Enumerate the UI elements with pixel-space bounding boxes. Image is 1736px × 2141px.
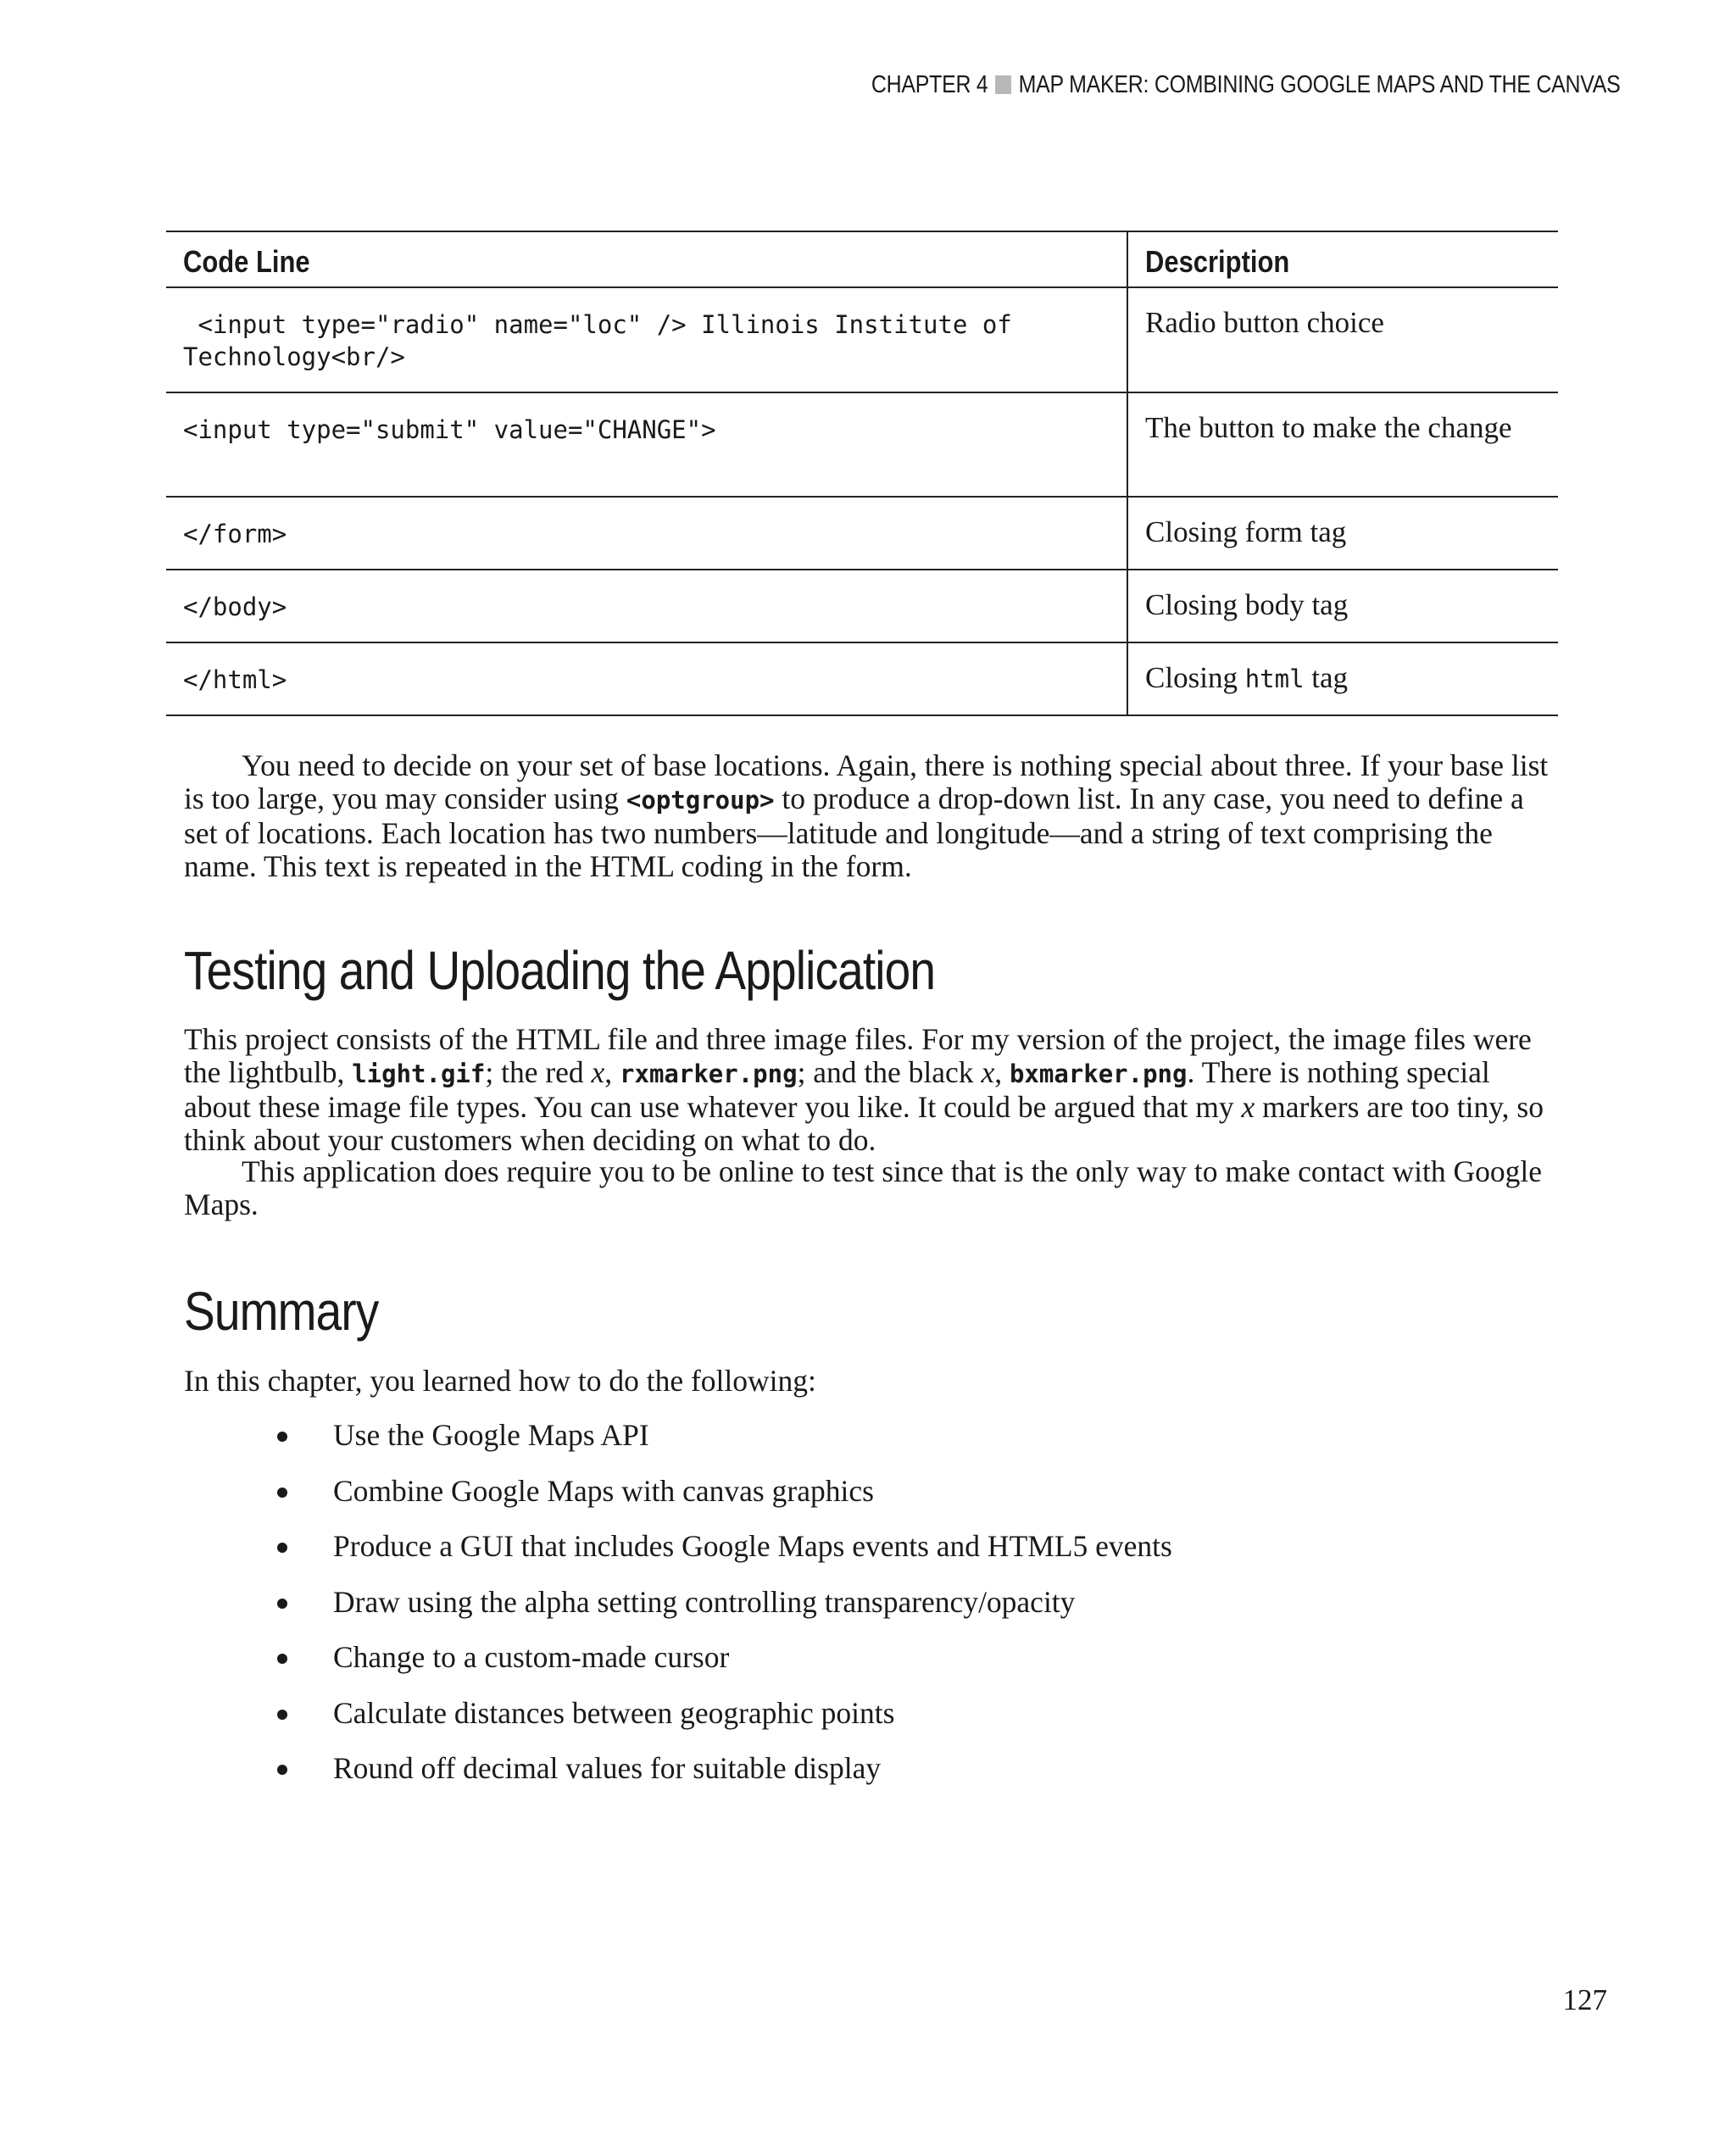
summary-list xyxy=(184,1419,1172,1808)
table-row xyxy=(166,642,1558,715)
description-cell: Closing body tag xyxy=(1127,570,1558,642)
section-heading-summary: Summary xyxy=(184,1281,379,1342)
code-line-header: Code Line xyxy=(166,231,1127,287)
list-item: Use the Google Maps API xyxy=(184,1419,1172,1475)
list-item: Round off decimal values for suitable display xyxy=(184,1752,1172,1808)
table-row xyxy=(166,497,1558,570)
table-row xyxy=(166,392,1558,497)
chapter-title: MAP MAKER: COMBINING GOOGLE MAPS AND THE CANVAS xyxy=(1019,71,1621,98)
code-cell: </form> xyxy=(166,497,1127,570)
online-requirement-paragraph: This application does require you to be online to test since that is the only way to make contact with Google Maps. xyxy=(184,1154,1543,1221)
description-cell: Closing html tag xyxy=(1127,642,1558,715)
list-item: Combine Google Maps with canvas graphics xyxy=(184,1475,1172,1531)
section-heading-testing: Testing and Uploading the Application xyxy=(184,940,936,1001)
base-locations-paragraph: You need to decide on your set of base locations. Again, there is nothing special about three. If your base list is too large, you may consider using <optgroup> to produce a drop-down list. In any case, you need to define a set of locations. Each location has two numbers—latitude and longitude—and a string of text comprising the name. This text is repeated in the HTML coding in the form. xyxy=(184,748,1549,883)
bullet-icon xyxy=(277,1765,287,1775)
square-separator-icon xyxy=(996,75,1012,94)
description-header: Description xyxy=(1127,231,1558,287)
description-cell: The button to make the change xyxy=(1127,392,1558,497)
summary-intro: In this chapter, you learned how to do the following: xyxy=(184,1364,816,1398)
running-head xyxy=(871,71,1621,99)
description-cell: Closing form tag xyxy=(1127,497,1558,570)
table-header-row xyxy=(166,231,1558,287)
testing-paragraph: This project consists of the HTML file and three image files. For my version of the project, the image files were the lightbulb, light.gif; the red x, rxmarker.png; and the black x, bxmarker.png. There is nothing special about these image file types. You can use whatever you like. It could be argued that my x markers are too tiny, so think about your customers when deciding on what to do. xyxy=(184,1022,1544,1157)
code-description-table xyxy=(166,231,1558,716)
table-row xyxy=(166,287,1558,392)
chapter-label: CHAPTER 4 xyxy=(871,71,988,98)
bullet-icon xyxy=(277,1432,287,1442)
list-item: Draw using the alpha setting controlling transparency/opacity xyxy=(184,1586,1172,1642)
code-cell: <input type="submit" value="CHANGE"> xyxy=(166,392,1127,497)
table-row xyxy=(166,570,1558,642)
page-number: 127 xyxy=(1562,1983,1607,2016)
code-cell: </html> xyxy=(166,642,1127,715)
bullet-icon xyxy=(277,1710,287,1720)
bullet-icon xyxy=(277,1599,287,1609)
list-item: Calculate distances between geographic points xyxy=(184,1697,1172,1753)
list-item: Produce a GUI that includes Google Maps events and HTML5 events xyxy=(184,1530,1172,1586)
bullet-icon xyxy=(277,1654,287,1664)
list-item: Change to a custom-made cursor xyxy=(184,1641,1172,1697)
bullet-icon xyxy=(277,1488,287,1498)
code-cell: <input type="radio" name="loc" /> Illinois Institute of Technology<br/> xyxy=(166,287,1127,392)
description-cell: Radio button choice xyxy=(1127,287,1558,392)
code-cell: </body> xyxy=(166,570,1127,642)
bullet-icon xyxy=(277,1543,287,1553)
